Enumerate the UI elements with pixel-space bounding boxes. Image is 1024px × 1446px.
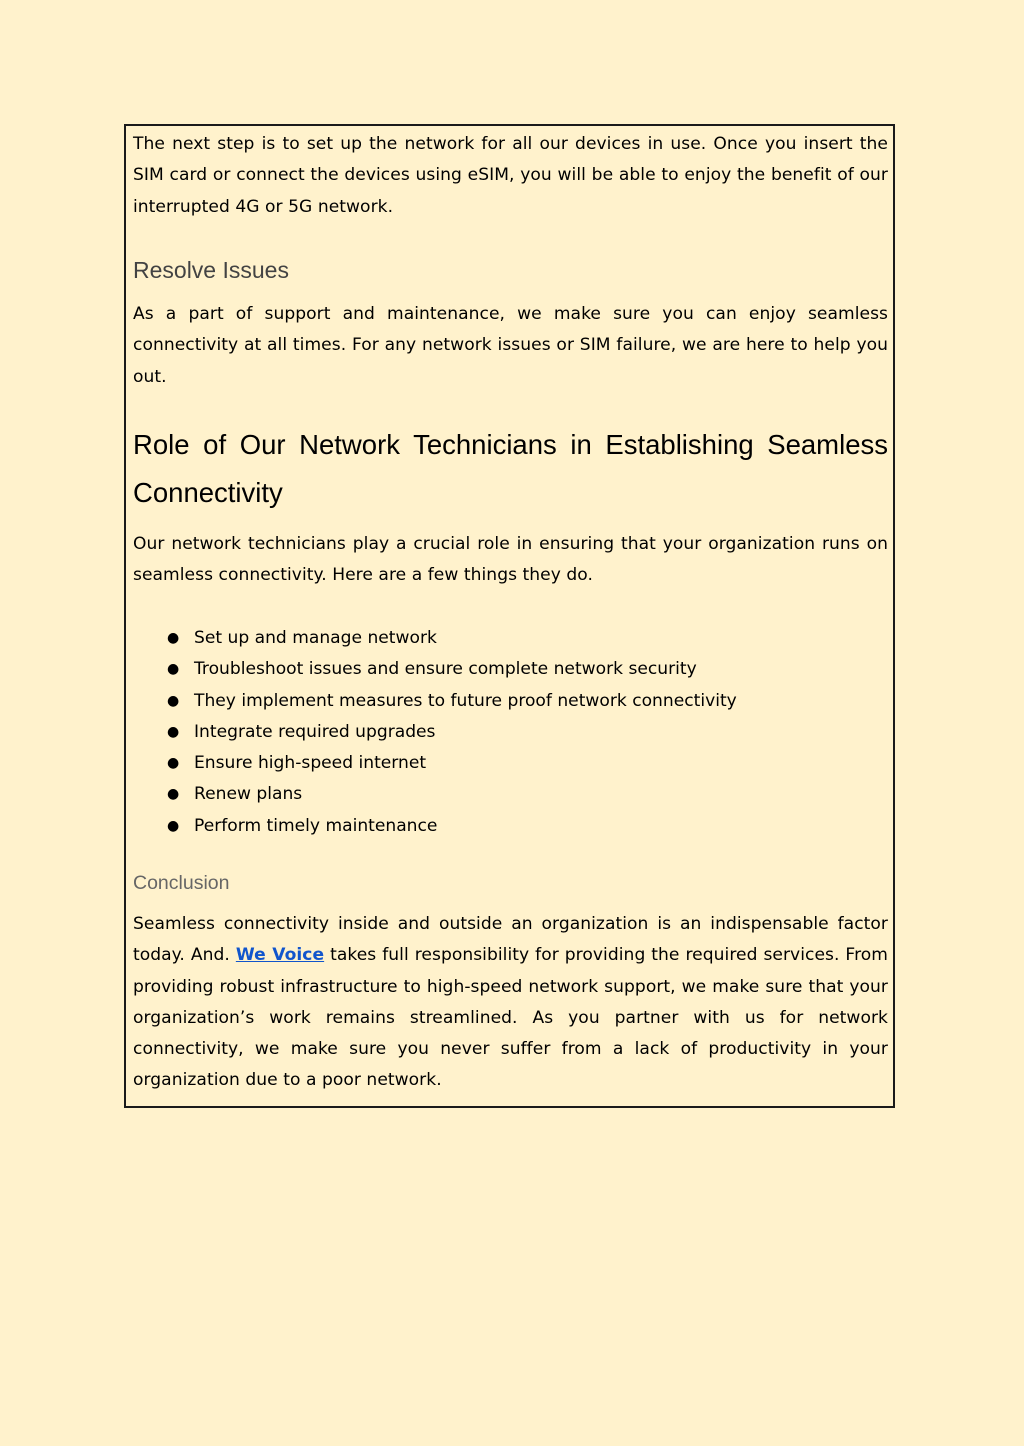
list-item: ● Ensure high-speed internet [133, 748, 888, 779]
bullet-icon: ● [167, 630, 180, 646]
we-voice-link[interactable]: We Voice [235, 945, 325, 966]
intro-paragraph: The next step is to set up the network for all our devices in use. Once you insert the SIM card or connect the devices using eSIM, you will be able to enjoy the benefit of our interrupted 4G or 5G network. [133, 134, 888, 217]
role-heading: Role of Our Network Technicians in Establishing Seamless Connectivity [133, 429, 888, 508]
bullet-icon: ● [167, 661, 180, 678]
bullet-icon: ● [167, 786, 180, 803]
bullet-icon: ● [167, 692, 180, 709]
technician-tasks-list [133, 623, 888, 842]
list-item: ● Troubleshoot issues and ensure complete network security [133, 654, 888, 685]
conclusion-heading: Conclusion [133, 872, 230, 894]
conclusion-paragraph: Seamless connectivity inside and outside an organization is an indispensable factor today. And. We Voice takes full responsibility for providing the required services. From providing robust infrastructure to high-speed network support, we make sure that your organization’s work remains streamlined. As you partner with us for network connectivity, we make sure you never suffer from a lack of productivity in your organization due to a poor network. [133, 914, 888, 1091]
list-item: ● Integrate required upgrades [133, 717, 888, 748]
list-item: ● Renew plans [133, 779, 888, 810]
list-item: ● Set up and manage network [133, 623, 888, 654]
list-item: ● They implement measures to future proof network connectivity [133, 686, 888, 717]
bullet-icon: ● [167, 817, 180, 834]
resolve-issues-heading: Resolve Issues [133, 257, 289, 283]
bullet-icon: ● [167, 723, 180, 740]
role-paragraph: Our network technicians play a crucial role in ensuring that your organization runs on seamless connectivity. Here are a few things they do. [133, 534, 888, 586]
bullet-icon: ● [167, 755, 180, 772]
list-item: ● Perform timely maintenance [133, 811, 888, 842]
resolve-issues-paragraph: As a part of support and maintenance, we make sure you can enjoy seamless connectivity at all times. For any network issues or SIM failure, we are here to help you out. [133, 304, 888, 387]
